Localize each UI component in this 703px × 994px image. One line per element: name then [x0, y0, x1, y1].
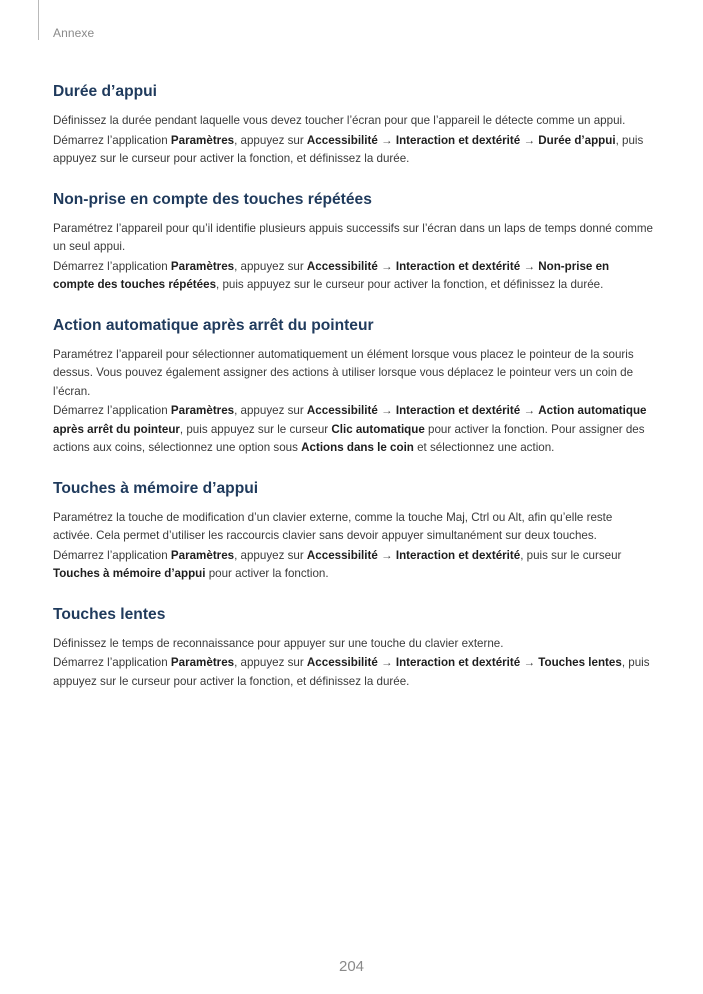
menu-path-item: Interaction et dextérité [395, 404, 521, 417]
instruction-text: , appuyez sur [234, 656, 307, 669]
section-non-prise-en-compte [53, 189, 653, 295]
menu-path-item: Paramètres [170, 548, 235, 562]
instruction-text: Démarrez l’application [53, 656, 171, 669]
menu-path-item: Accessibilité [306, 548, 378, 562]
section-description: Paramétrez la touche de modification d’un clavier externe, comme la touche Maj, Ctrl ou Alt, afin qu’elle reste activée. Cela permet d’utiliser les raccourcis clavier sans devoir appuyer simultanément sur deux touches. [53, 510, 613, 542]
arrow-separator: → [377, 404, 396, 417]
arrow-separator: → [520, 133, 539, 147]
menu-path-item: Interaction et dextérité [395, 259, 521, 273]
instruction-text: pour activer la fonction. Pour assigner des actions aux coins, sélectionnez une option sous [53, 422, 645, 454]
section-touches-lentes [53, 604, 653, 692]
instruction-text: , puis appuyez sur le curseur pour activer la fonction, et définissez la durée. [53, 133, 644, 165]
menu-path-item: Accessibilité [306, 404, 378, 417]
instruction-text: , appuyez sur [234, 404, 307, 417]
instruction-text: , puis appuyez sur le curseur [179, 422, 332, 436]
section-description: Paramétrez l’appareil pour sélectionner automatiquement un élément lorsque vous placez le pointeur de la souris dessus. Vous pouvez également assigner des actions à utiliser lorsque vous déplacez le pointeur vers un coin de l’écran. [53, 347, 634, 398]
page-content [53, 81, 653, 711]
section-instructions [53, 132, 653, 169]
menu-path-item: Clic automatique [331, 422, 425, 436]
menu-path-item: Paramètres [170, 133, 235, 147]
section-touches-memoire [53, 478, 653, 584]
menu-path-item: Touches à mémoire d’appui [53, 567, 206, 580]
arrow-separator: → [377, 656, 396, 669]
menu-path-item: Touches lentes [538, 656, 622, 669]
menu-path-item: Durée d’appui [538, 133, 616, 147]
menu-path-item: Non-prise en compte des touches répétées [53, 259, 610, 291]
section-title: Non-prise en compte des touches répétées [53, 190, 372, 208]
instruction-text: , appuyez sur [234, 259, 307, 273]
arrow-separator: → [377, 548, 396, 562]
instruction-text: et sélectionnez une action. [413, 441, 555, 454]
section-instructions [53, 258, 653, 295]
section-description: Définissez la durée pendant laquelle vous devez toucher l’écran pour que l’appareil le détecte comme un appui. [53, 114, 626, 127]
instruction-text: Démarrez l’application [53, 404, 171, 417]
section-title: Action automatique après arrêt du pointeur [53, 316, 374, 334]
menu-path-item: Paramètres [170, 259, 235, 273]
menu-path-item: Paramètres [170, 656, 235, 669]
instruction-text: , puis appuyez sur le curseur pour activer la fonction, et définissez la durée. [216, 278, 604, 291]
section-description: Paramétrez l’appareil pour qu’il identifie plusieurs appuis successifs sur l’écran dans un laps de temps donné comme un seul appui. [53, 221, 653, 253]
menu-path-item: Interaction et dextérité [395, 548, 521, 562]
menu-path-item: Accessibilité [306, 133, 378, 147]
menu-path-item: Accessibilité [306, 259, 378, 273]
instruction-text: pour activer la fonction. [205, 567, 329, 580]
instruction-text: , puis sur le curseur [520, 548, 622, 562]
section-duree-appui [53, 81, 653, 169]
arrow-separator: → [520, 404, 539, 417]
arrow-separator: → [377, 133, 396, 147]
menu-path-item: Interaction et dextérité [395, 133, 521, 147]
page-number: 204 [338, 958, 365, 975]
instruction-text: Démarrez l’application [53, 259, 171, 273]
arrow-separator: → [520, 656, 539, 669]
instruction-text: , appuyez sur [234, 133, 307, 147]
section-instructions [53, 654, 653, 691]
menu-path-item: Actions dans le coin [301, 441, 414, 454]
menu-path-item: Accessibilité [306, 656, 378, 669]
instruction-text: , appuyez sur [234, 548, 307, 562]
section-instructions [53, 547, 653, 584]
menu-path-item: Action automatique après arrêt du pointeur [53, 404, 647, 436]
menu-path-item: Paramètres [170, 404, 235, 417]
header-label: Annexe [53, 26, 95, 40]
section-instructions [53, 402, 653, 458]
section-title: Touches à mémoire d’appui [53, 479, 259, 497]
section-description: Définissez le temps de reconnaissance pour appuyer sur une touche du clavier externe. [53, 636, 504, 650]
arrow-separator: → [520, 259, 539, 273]
section-title: Durée d’appui [53, 83, 157, 100]
section-title: Touches lentes [53, 605, 166, 623]
header-divider [38, 0, 39, 40]
instruction-text: , puis appuyez sur le curseur pour activer la fonction, et définissez la durée. [53, 656, 650, 688]
section-action-automatique [53, 315, 653, 458]
arrow-separator: → [377, 259, 396, 273]
instruction-text: Démarrez l’application [53, 133, 171, 147]
instruction-text: Démarrez l’application [53, 548, 171, 562]
menu-path-item: Interaction et dextérité [395, 656, 521, 669]
